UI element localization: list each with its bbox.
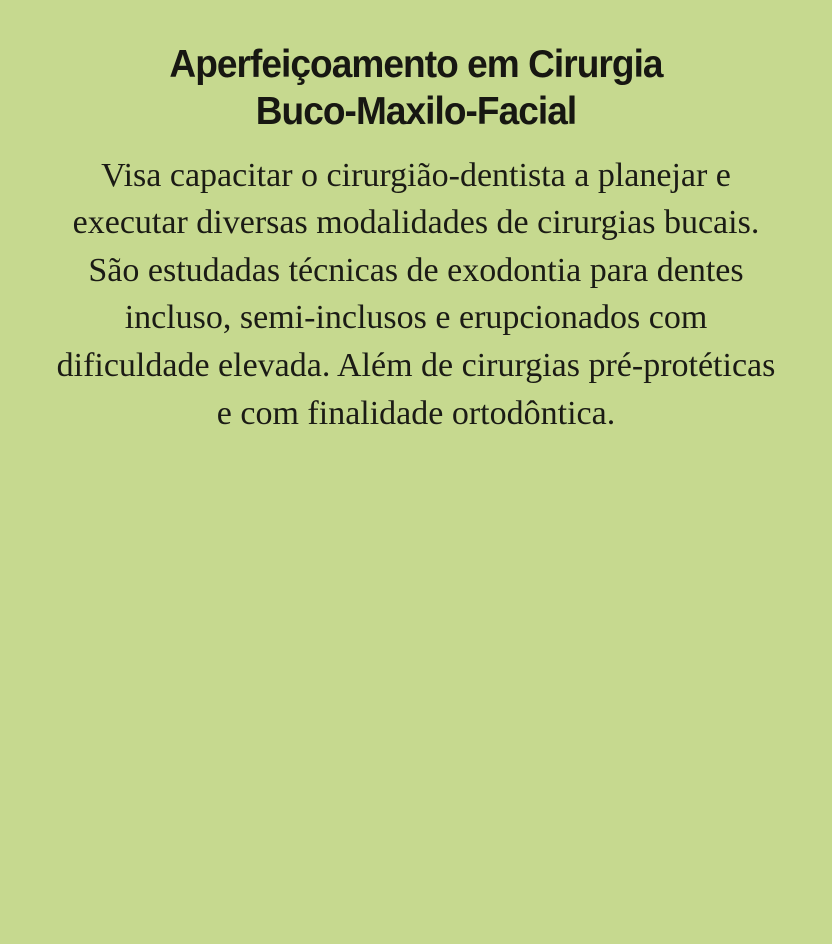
course-title-line-1: Aperfeiçoamento em Cirurgia [169,43,663,86]
course-title [21,42,811,136]
course-title-line-2: Buco-Maxilo-Facial [255,89,577,133]
course-description: Visa capacitar o cirurgião-dentista a planejar e executar diversas modalidades de cirurgias bucais. São estudadas técnicas de exodontia para dentes incluso, semi-inclusos e erupcionados com dificuldade elevada. Além de cirurgias pré-protéticas e com finalidade ortodôntica. [56,156,776,432]
